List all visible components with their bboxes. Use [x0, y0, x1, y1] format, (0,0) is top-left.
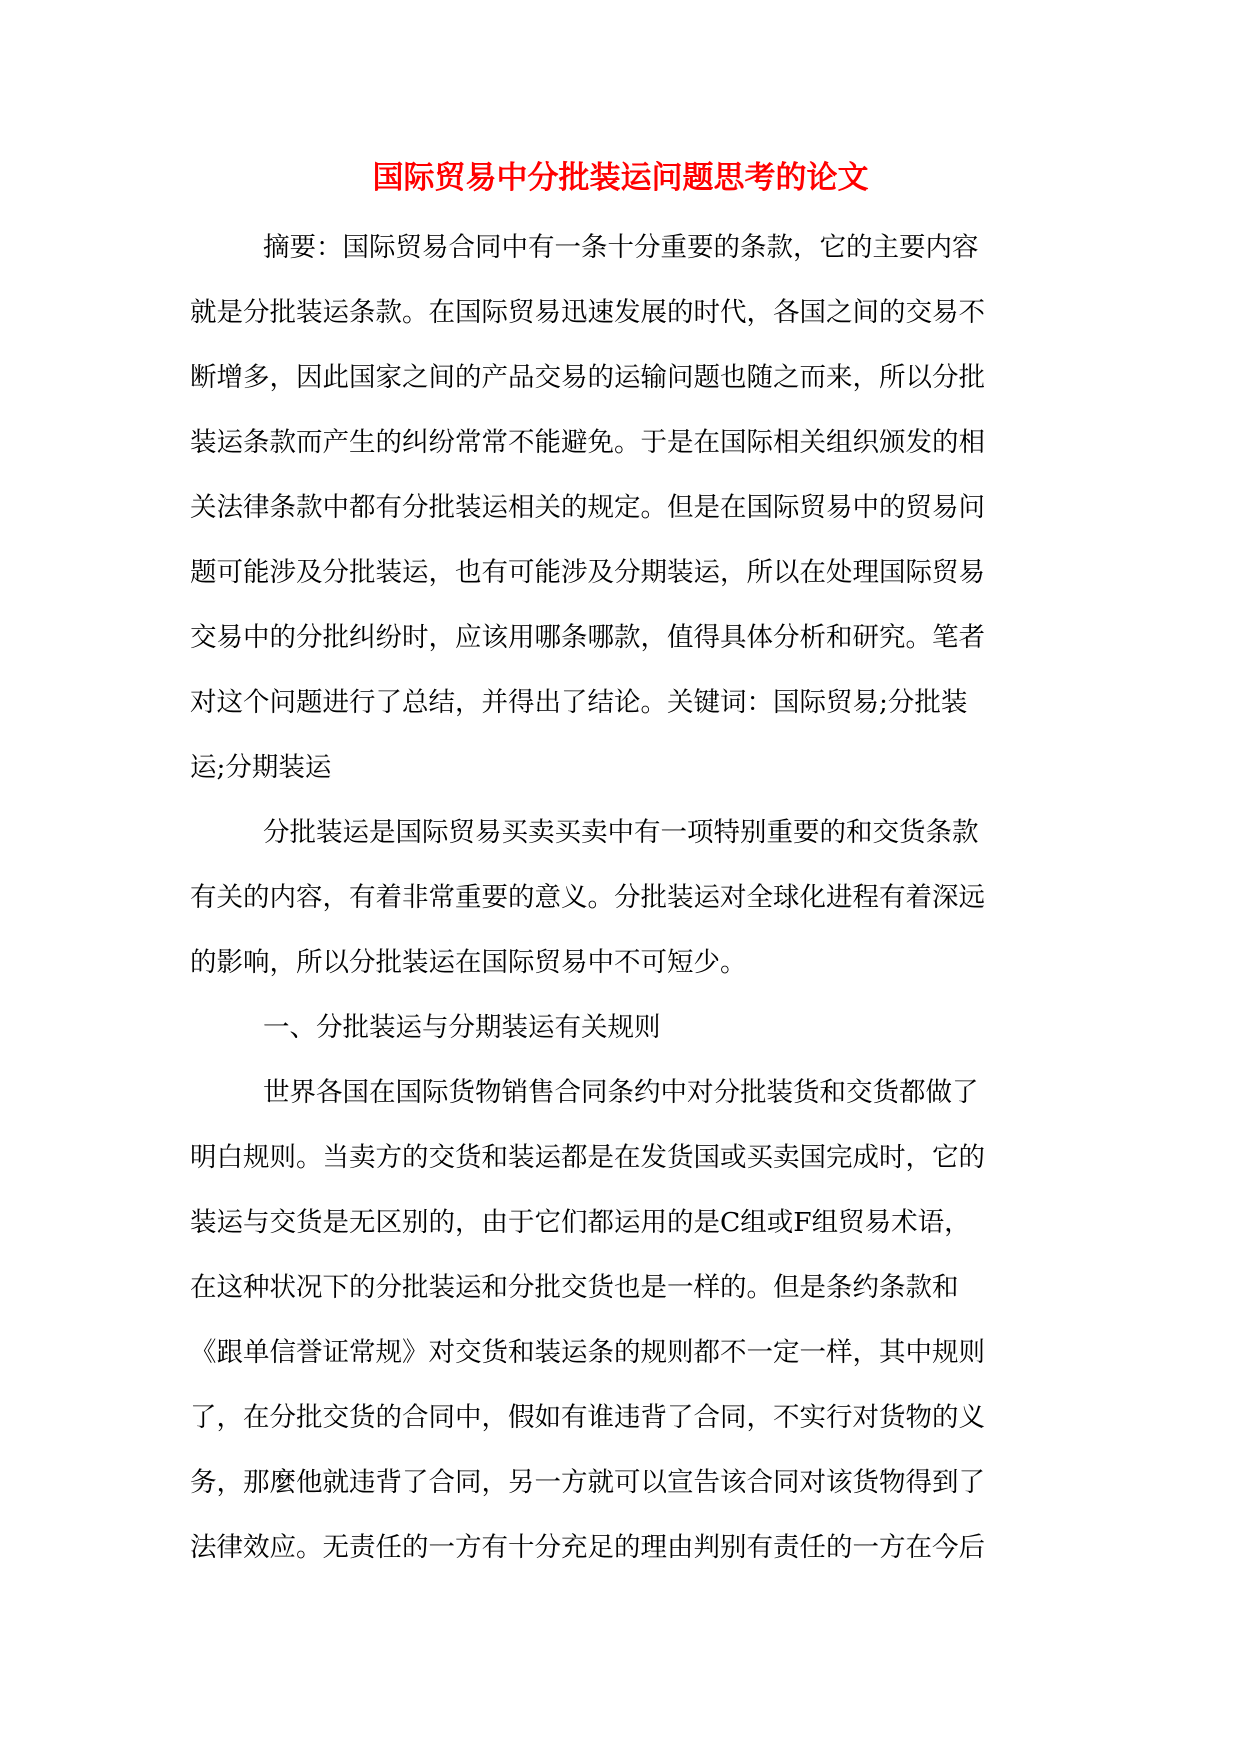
abstract-line: 装运条款而产生的纠纷常常不能避免。于是在国际相关组织颁发的相 — [190, 427, 985, 458]
paragraph-line: 世界各国在国际货物销售合同条约中对分批装货和交货都做了 — [263, 1077, 979, 1108]
paragraph-line: 分批装运是国际贸易买卖买卖中有一项特别重要的和交货条款 — [263, 817, 979, 848]
abstract-line: 交易中的分批纠纷时，应该用哪条哪款，值得具体分析和研究。笔者 — [190, 622, 985, 653]
paragraph-line: 在这种状况下的分批装运和分批交货也是一样的。但是条约条款和 — [190, 1272, 959, 1303]
abstract-line: 断增多，因此国家之间的产品交易的运输问题也随之而来，所以分批 — [190, 362, 985, 393]
paragraph-line: 了，在分批交货的合同中，假如有谁违背了合同，不实行对货物的义 — [190, 1402, 985, 1433]
keywords-line: 运;分期装运 — [190, 752, 332, 783]
abstract-line: 就是分批装运条款。在国际贸易迅速发展的时代，各国之间的交易不 — [190, 297, 985, 328]
paragraph-line: 的影响，所以分批装运在国际贸易中不可短少。 — [190, 947, 747, 978]
section-heading: 一、分批装运与分期装运有关规则 — [263, 1012, 661, 1043]
paragraph-line: 法律效应。无责任的一方有十分充足的理由判别有责任的一方在今后 — [190, 1532, 985, 1563]
paragraph-line: 明白规则。当卖方的交货和装运都是在发货国或买卖国完成时，它的 — [190, 1142, 985, 1173]
abstract-line: 对这个问题进行了总结，并得出了结论。关键词：国际贸易;分批装 — [190, 687, 968, 718]
document-title: 国际贸易中分批装运问题思考的论文 — [372, 160, 869, 196]
paragraph-line: 务，那麼他就违背了合同，另一方就可以宣告该合同对该货物得到了 — [190, 1467, 985, 1498]
abstract-line: 关法律条款中都有分批装运相关的规定。但是在国际贸易中的贸易问 — [190, 492, 985, 523]
abstract-line: 摘要：国际贸易合同中有一条十分重要的条款，它的主要内容 — [263, 232, 979, 263]
paragraph-line: 有关的内容，有着非常重要的意义。分批装运对全球化进程有着深远 — [190, 882, 985, 913]
paragraph-line: 《跟单信誉证常规》对交货和装运条的规则都不一定一样，其中规则 — [190, 1337, 985, 1368]
paragraph-line: 装运与交货是无区别的，由于它们都运用的是C组或F组贸易术语， — [190, 1207, 971, 1238]
abstract-line: 题可能涉及分批装运，也有可能涉及分期装运，所以在处理国际贸易 — [190, 557, 985, 588]
document-body — [190, 228, 1065, 1593]
